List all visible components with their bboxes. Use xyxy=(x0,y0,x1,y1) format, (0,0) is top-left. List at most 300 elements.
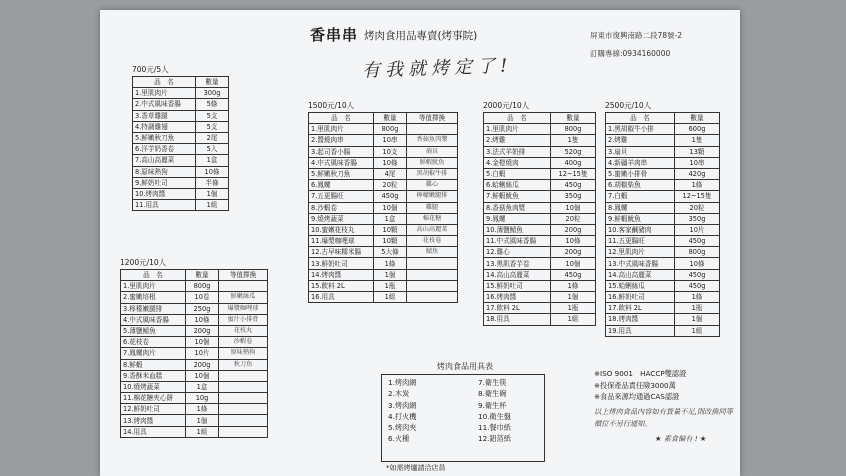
item-name: 4.新疆羊肉串 xyxy=(606,157,675,168)
item-name: 10.烤肉醬 xyxy=(133,188,196,199)
package-title: 2000元/10人 xyxy=(483,101,530,110)
item-alternative: 花枝丸 xyxy=(219,325,268,336)
table-row xyxy=(606,247,720,258)
table-row xyxy=(606,191,720,202)
item-name: 8.沙蝦卷 xyxy=(309,202,374,213)
item-quantity: 10個 xyxy=(551,258,596,269)
item-name: 4.中式風味香腸 xyxy=(309,157,374,168)
item-quantity: 20粒 xyxy=(675,202,720,213)
item-name: 7.鳳螺肉片 xyxy=(121,348,186,359)
table-row xyxy=(309,292,458,303)
table-row xyxy=(484,124,596,135)
item-quantity: 200g xyxy=(186,325,219,336)
item-name: 8.香菇魚肉漿 xyxy=(484,202,551,213)
item-name: 14.高山高麗菜 xyxy=(484,269,551,280)
item-name: 10.客家鹹豬肉 xyxy=(606,224,675,235)
item-name: 5.鮮嫩秋刀魚 xyxy=(133,132,196,143)
item-alternative: 鮮蝦魷魚 xyxy=(407,157,458,168)
item-name: 10.薄鹽鯖魚 xyxy=(484,224,551,235)
item-quantity: 1條 xyxy=(675,292,720,303)
item-quantity: 10條 xyxy=(186,314,219,325)
package-table xyxy=(132,76,229,211)
package-2500 xyxy=(605,100,720,337)
item-name: 6.蛤蜊絲瓜 xyxy=(484,180,551,191)
table-row xyxy=(309,258,458,269)
item-name: 16.鮮奶吐司 xyxy=(606,292,675,303)
item-alternative: 香菇魚肉漿 xyxy=(407,135,458,146)
table-row xyxy=(484,191,596,202)
certification-item: ※投保產品責任險3000萬 xyxy=(594,380,676,390)
table-row xyxy=(484,314,596,325)
table-row xyxy=(309,202,458,213)
item-name: 14.用具 xyxy=(121,426,186,437)
table-row xyxy=(133,144,229,155)
item-name: 1.里肌肉片 xyxy=(309,124,374,135)
item-name: 3.扇貝 xyxy=(606,146,675,157)
item-quantity: 350g xyxy=(551,191,596,202)
item-quantity: 200g xyxy=(551,224,596,235)
item-quantity: 10條 xyxy=(675,258,720,269)
item-quantity: 12~15隻 xyxy=(551,168,596,179)
item-name: 1.里肌肉片 xyxy=(121,281,186,292)
item-quantity: 10顆 xyxy=(374,224,407,235)
table-row xyxy=(133,188,229,199)
item-quantity: 10個 xyxy=(186,337,219,348)
package-2000 xyxy=(483,100,596,326)
item-name: 10.燒烤蔬菜 xyxy=(121,381,186,392)
table-row xyxy=(484,146,596,157)
table-row xyxy=(133,88,229,99)
table-row xyxy=(484,303,596,314)
package-table xyxy=(605,112,720,337)
item-quantity: 1條 xyxy=(374,258,407,269)
table-row xyxy=(309,247,458,258)
item-alternative: 秋刀魚 xyxy=(219,359,268,370)
table-row xyxy=(606,314,720,325)
table-row xyxy=(484,280,596,291)
column-header: 品 名 xyxy=(484,113,551,124)
item-name: 5.薄鹽鯖魚 xyxy=(121,325,186,336)
item-name: 3.法式羊奶排 xyxy=(484,146,551,157)
item-alternative: 鮮嫩絲瓜 xyxy=(219,292,268,303)
item-quantity: 10條 xyxy=(196,166,229,177)
table-row xyxy=(133,110,229,121)
supplies-right-list xyxy=(478,377,511,445)
item-quantity: 450g xyxy=(675,269,720,280)
item-alternative: 扇貝 xyxy=(407,146,458,157)
table-row xyxy=(606,202,720,213)
item-name: 14.烤肉醬 xyxy=(309,269,374,280)
table-row xyxy=(484,269,596,280)
item-alternative xyxy=(219,381,268,392)
item-quantity: 800g xyxy=(374,124,407,135)
item-quantity: 半條 xyxy=(196,177,229,188)
supply-item: 12.鋁箔紙 xyxy=(478,434,511,444)
item-quantity: 10串 xyxy=(374,135,407,146)
item-name: 6.鳳螺 xyxy=(309,180,374,191)
item-name: 19.用具 xyxy=(606,325,675,336)
supply-item: 3.烤肉網 xyxy=(388,400,417,410)
table-row xyxy=(121,359,268,370)
item-alternative: 爆漿咖哩球 xyxy=(219,303,268,314)
item-quantity: 10條 xyxy=(374,157,407,168)
item-alternative xyxy=(219,426,268,437)
item-quantity: 1盒 xyxy=(196,155,229,166)
item-quantity: 520g xyxy=(551,146,596,157)
column-header: 數量 xyxy=(374,113,407,124)
item-alternative xyxy=(407,292,458,303)
item-alternative: 鯖魚 xyxy=(407,247,458,258)
item-quantity: 2尾 xyxy=(196,132,229,143)
item-name: 9.香酥米血糕 xyxy=(121,370,186,381)
item-name: 16.用具 xyxy=(309,292,374,303)
item-name: 12.里肌肉片 xyxy=(606,247,675,258)
table-row xyxy=(606,280,720,291)
column-header: 數量 xyxy=(675,113,720,124)
item-name: 12.鮮奶吐司 xyxy=(121,404,186,415)
column-header: 等值擇換 xyxy=(219,270,268,281)
table-row xyxy=(484,168,596,179)
item-name: 17.飲料 2L xyxy=(606,303,675,314)
table-row xyxy=(484,236,596,247)
column-header: 品 名 xyxy=(309,113,374,124)
item-alternative xyxy=(407,124,458,135)
item-name: 18.用具 xyxy=(484,314,551,325)
item-alternative: 黑胡椒牛排 xyxy=(407,168,458,179)
table-row xyxy=(484,258,596,269)
item-quantity: 1條 xyxy=(675,180,720,191)
item-quantity: 200g xyxy=(186,359,219,370)
item-name: 10.蜜嫩花枝丸 xyxy=(309,224,374,235)
item-quantity: 1個 xyxy=(675,314,720,325)
item-alternative: 蜜汁小排骨 xyxy=(219,314,268,325)
item-name: 2.烤雞 xyxy=(606,135,675,146)
item-name: 2.蜜嫩培根 xyxy=(121,292,186,303)
item-name: 8.鮮蝦 xyxy=(121,359,186,370)
table-row xyxy=(133,200,229,211)
table-row xyxy=(121,303,268,314)
item-quantity: 1組 xyxy=(551,314,596,325)
table-row xyxy=(484,180,596,191)
column-header: 品 名 xyxy=(606,113,675,124)
supplies-title: 烤肉食品用具表 xyxy=(437,362,493,371)
item-quantity: 5支 xyxy=(196,110,229,121)
table-row xyxy=(606,258,720,269)
item-quantity: 10g xyxy=(186,393,219,404)
table-row xyxy=(606,135,720,146)
item-name: 7.高山高麗菜 xyxy=(133,155,196,166)
table-row xyxy=(484,202,596,213)
table-row xyxy=(121,426,268,437)
item-name: 8.鳳螺 xyxy=(606,202,675,213)
store-address: 屏東市復興南路二段78號-2 xyxy=(590,31,683,40)
item-alternative: 高山高麗菜 xyxy=(407,224,458,235)
table-row xyxy=(309,269,458,280)
item-quantity: 10支 xyxy=(374,146,407,157)
certifications xyxy=(594,368,686,403)
table-row xyxy=(606,303,720,314)
package-title: 2500元/10人 xyxy=(605,101,652,110)
item-quantity: 200g xyxy=(551,247,596,258)
table-row xyxy=(606,124,720,135)
item-quantity: 5入 xyxy=(196,144,229,155)
item-name: 2.醬燒肉串 xyxy=(309,135,374,146)
table-row xyxy=(484,135,596,146)
item-name: 8.原味熱狗 xyxy=(133,166,196,177)
item-quantity: 10個 xyxy=(374,202,407,213)
item-alternative: 沙蝦卷 xyxy=(219,337,268,348)
item-alternative: 檸檬嫩腿排 xyxy=(407,191,458,202)
item-name: 4.金橙燒肉 xyxy=(484,157,551,168)
table-row xyxy=(121,404,268,415)
table-row xyxy=(309,124,458,135)
item-alternative: 原味熱狗 xyxy=(219,348,268,359)
item-quantity: 10條 xyxy=(551,236,596,247)
item-name: 13.烤肉醬 xyxy=(121,415,186,426)
item-name: 11.五更腸旺 xyxy=(606,236,675,247)
item-name: 4.中式風味香腸 xyxy=(121,314,186,325)
item-name: 1.黑胡椒牛小排 xyxy=(606,124,675,135)
table-row xyxy=(121,337,268,348)
item-name: 5.蜜嫩小排骨 xyxy=(606,168,675,179)
notice-end: ★ 素食偏有 ! ★ xyxy=(655,434,707,443)
item-quantity: 1個 xyxy=(186,415,219,426)
supplies-box xyxy=(381,362,545,462)
item-quantity: 10個 xyxy=(551,202,596,213)
item-quantity: 4尾 xyxy=(374,168,407,179)
package-table xyxy=(120,269,268,438)
table-row xyxy=(121,393,268,404)
item-quantity: 1條 xyxy=(551,280,596,291)
table-row xyxy=(121,325,268,336)
item-name: 9.鮮奶吐司 xyxy=(133,177,196,188)
table-row xyxy=(133,132,229,143)
item-name: 6.花枝卷 xyxy=(121,337,186,348)
table-row xyxy=(309,146,458,157)
brand-name: 香串串 xyxy=(310,26,359,44)
item-quantity: 1瓶 xyxy=(551,303,596,314)
item-quantity: 800g xyxy=(186,281,219,292)
item-quantity: 20粒 xyxy=(551,213,596,224)
item-alternative: 棉花糖 xyxy=(407,213,458,224)
item-name: 15.蛤蜊絲瓜 xyxy=(606,280,675,291)
item-quantity: 10串 xyxy=(675,157,720,168)
package-title: 1200元/10人 xyxy=(120,258,167,267)
item-name: 3.檸檬嫩腿排 xyxy=(121,303,186,314)
item-quantity: 10片 xyxy=(186,348,219,359)
table-row xyxy=(121,370,268,381)
item-name: 11.用具 xyxy=(133,200,196,211)
table-row xyxy=(133,177,229,188)
table-row xyxy=(606,224,720,235)
item-name: 12.雞心 xyxy=(484,247,551,258)
item-name: 13.鮮奶吐司 xyxy=(309,258,374,269)
item-name: 9.鮮蝦魷魚 xyxy=(606,213,675,224)
item-quantity: 450g xyxy=(551,180,596,191)
table-row xyxy=(606,146,720,157)
item-quantity: 1個 xyxy=(374,269,407,280)
item-quantity: 1組 xyxy=(196,200,229,211)
item-name: 13.中式風味香腸 xyxy=(606,258,675,269)
item-quantity: 10片 xyxy=(675,224,720,235)
item-alternative xyxy=(219,281,268,292)
item-alternative xyxy=(219,370,268,381)
supply-item: 8.衛生碗 xyxy=(478,389,507,399)
item-quantity: 800g xyxy=(675,247,720,258)
table-row xyxy=(484,224,596,235)
item-quantity: 800g xyxy=(551,124,596,135)
item-quantity: 450g xyxy=(675,236,720,247)
supply-item: 9.衛生杯 xyxy=(478,400,507,410)
table-row xyxy=(309,280,458,291)
item-alternative xyxy=(407,269,458,280)
item-name: 15.飲料 2L xyxy=(309,280,374,291)
item-quantity: 250g xyxy=(186,303,219,314)
item-quantity: 350g xyxy=(675,213,720,224)
table-row xyxy=(121,415,268,426)
supply-item: 2.木炭 xyxy=(388,389,410,399)
table-row xyxy=(484,292,596,303)
item-name: 7.五更腸旺 xyxy=(309,191,374,202)
table-row xyxy=(309,191,458,202)
item-alternative xyxy=(407,258,458,269)
item-quantity: 1瓶 xyxy=(374,280,407,291)
item-name: 11.爆漿咖哩球 xyxy=(309,236,374,247)
column-header: 等值擇換 xyxy=(407,113,458,124)
item-name: 11.棉花糖夾心餅 xyxy=(121,393,186,404)
item-name: 5.白蝦 xyxy=(484,168,551,179)
package-table xyxy=(483,112,596,326)
item-name: 18.烤肉醬 xyxy=(606,314,675,325)
column-header: 數量 xyxy=(551,113,596,124)
item-name: 2.烤雞 xyxy=(484,135,551,146)
table-row xyxy=(309,224,458,235)
item-quantity: 450g xyxy=(551,269,596,280)
item-quantity: 1盒 xyxy=(186,381,219,392)
item-name: 5.鮮嫩秋刀魚 xyxy=(309,168,374,179)
table-row xyxy=(606,325,720,336)
item-quantity: 1組 xyxy=(374,292,407,303)
item-quantity: 1瓶 xyxy=(675,303,720,314)
item-name: 16.烤肉醬 xyxy=(484,292,551,303)
item-name: 6.胡椒柴魚 xyxy=(606,180,675,191)
package-1200 xyxy=(120,257,268,438)
table-row xyxy=(121,292,268,303)
brand-subtitle: 烤肉食用品專賣(烤事院) xyxy=(364,30,478,42)
table-row xyxy=(606,292,720,303)
item-name: 1.里肌肉片 xyxy=(484,124,551,135)
item-quantity: 12~15隻 xyxy=(675,191,720,202)
item-name: 7.鮮蝦魷魚 xyxy=(484,191,551,202)
supply-item: 5.烤肉夾 xyxy=(388,423,417,433)
item-name: 15.鮮奶吐司 xyxy=(484,280,551,291)
item-alternative xyxy=(407,280,458,291)
item-quantity: 1隻 xyxy=(551,135,596,146)
table-row xyxy=(121,381,268,392)
table-row xyxy=(606,213,720,224)
item-quantity: 450g xyxy=(675,280,720,291)
certification-item: ※食品來源均通過CAS認證 xyxy=(594,392,680,401)
item-alternative: 花枝卷 xyxy=(407,236,458,247)
supply-item: 6.火種 xyxy=(388,434,410,444)
package-table xyxy=(308,112,458,303)
item-quantity: 1個 xyxy=(196,188,229,199)
package-700 xyxy=(132,64,229,211)
table-row xyxy=(484,213,596,224)
item-quantity: 1組 xyxy=(675,325,720,336)
table-row xyxy=(606,269,720,280)
item-alternative: 雞腿 xyxy=(407,202,458,213)
table-row xyxy=(133,155,229,166)
item-quantity: 400g xyxy=(551,157,596,168)
item-quantity: 1組 xyxy=(186,426,219,437)
item-name: 12.古早味糯米腸 xyxy=(309,247,374,258)
item-alternative xyxy=(219,415,268,426)
item-quantity: 5支 xyxy=(196,121,229,132)
table-row xyxy=(484,157,596,168)
column-header: 數量 xyxy=(186,270,219,281)
item-name: 1.里肌肉片 xyxy=(133,88,196,99)
item-quantity: 5大條 xyxy=(374,247,407,258)
table-row xyxy=(606,157,720,168)
table-row xyxy=(309,213,458,224)
order-phone: 訂購專線:0934160000 xyxy=(590,49,671,58)
supply-item: 7.衛生筷 xyxy=(478,378,507,387)
supplies-note: *如需烤爐請洽店員 xyxy=(386,464,446,472)
supplies-left-list xyxy=(388,377,416,445)
table-row xyxy=(309,168,458,179)
column-header: 數量 xyxy=(196,77,229,88)
item-quantity: 20粒 xyxy=(374,180,407,191)
item-name: 3.起司香小腸 xyxy=(309,146,374,157)
item-quantity: 10個 xyxy=(186,370,219,381)
item-name: 7.白蝦 xyxy=(606,191,675,202)
item-name: 9.燒烤蔬菜 xyxy=(309,213,374,224)
item-quantity: 420g xyxy=(675,168,720,179)
supply-item: 1.烤肉網 xyxy=(388,378,417,387)
menu-sheet xyxy=(100,10,740,476)
item-quantity: 1條 xyxy=(186,404,219,415)
item-quantity: 1盒 xyxy=(374,213,407,224)
item-quantity: 10卷 xyxy=(186,292,219,303)
item-name: 11.中式風味香腸 xyxy=(484,236,551,247)
table-row xyxy=(133,121,229,132)
item-quantity: 10顆 xyxy=(374,236,407,247)
supply-item: 4.打火機 xyxy=(388,411,417,421)
item-name: 17.飲料 2L xyxy=(484,303,551,314)
item-name: 9.鳳螺 xyxy=(484,213,551,224)
notice: 以上烤肉食品內容如有貨量不足,則改換同等價位不另行通知。 xyxy=(594,407,733,428)
item-quantity: 1個 xyxy=(551,292,596,303)
item-quantity: 450g xyxy=(374,191,407,202)
item-alternative: 雞心 xyxy=(407,180,458,191)
item-name: 13.黑肌香芋卷 xyxy=(484,258,551,269)
package-title: 1500元/10人 xyxy=(308,101,355,110)
table-row xyxy=(121,314,268,325)
table-row xyxy=(121,348,268,359)
item-quantity: 300g xyxy=(196,88,229,99)
table-row xyxy=(606,236,720,247)
table-row xyxy=(133,99,229,110)
table-row xyxy=(606,180,720,191)
item-alternative xyxy=(219,404,268,415)
table-row xyxy=(121,281,268,292)
supply-item: 11.餐巾紙 xyxy=(478,423,511,433)
item-alternative xyxy=(219,393,268,404)
item-name: 6.洋芋奶香卷 xyxy=(133,144,196,155)
item-name: 2.中式風味香腸 xyxy=(133,99,196,110)
item-quantity: 600g xyxy=(675,124,720,135)
